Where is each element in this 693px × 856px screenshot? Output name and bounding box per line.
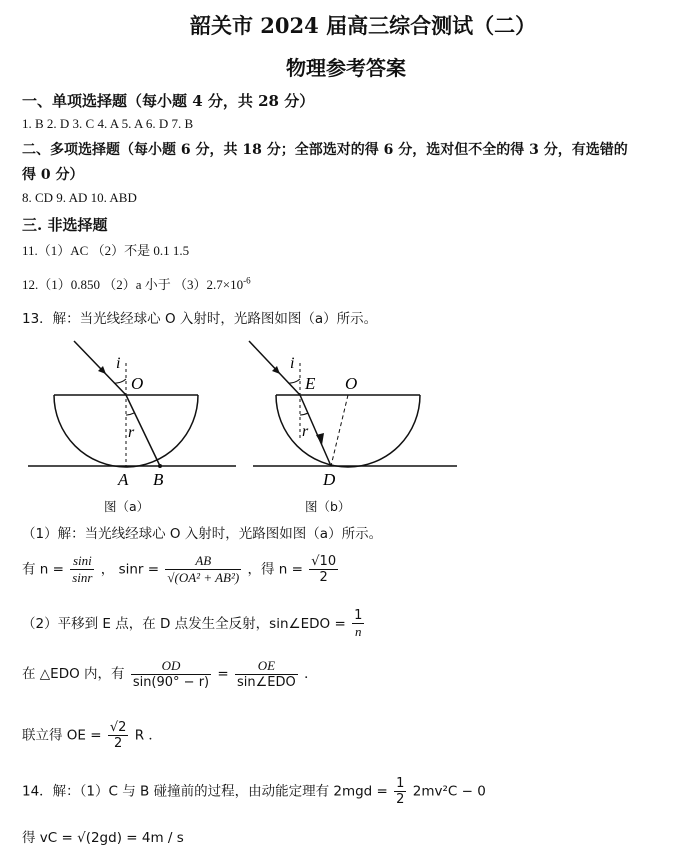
tri-equals: = [217,666,229,682]
figure-a-label-b: B [153,470,164,489]
tri-denominator-2: sin∠EDO [237,675,296,690]
figure-a-label-i: i [116,355,121,372]
eq1-numerator: sini [70,553,94,570]
eq1-denominator-2: √(OA² + AB²) [167,570,240,585]
tri-fraction-1 [131,658,211,690]
figure-b-label-e: E [305,374,316,393]
q13-intro: 13．解：当光线经球心 O 入射时，光路图如图（a）所示。 [22,311,378,327]
part2-prefix: （2）平移到 E 点，在 D 点发生全反射，sin∠EDO = [22,616,346,632]
figure-b-label-i: i [290,355,295,372]
tri-numerator-2: OE [235,658,298,675]
eq1-denominator: sinr [72,570,93,585]
q14-suffix: 2mv²C − 0 [412,783,486,800]
eq1-result-denominator: 2 [319,570,328,585]
combine-prefix: 联立得 OE = [22,727,102,744]
figure-b-od-line [331,395,348,466]
figure-b-label-r: r [302,423,309,440]
eq1-fraction-1 [70,553,94,586]
figure-a [22,335,237,495]
figure-b-caption: 图（b） [305,499,351,514]
eq1-mid: ， sinr = [100,561,160,578]
figure-b-label-d: D [323,470,336,489]
q14-equation [22,776,486,807]
figure-a-label-r: r [128,424,135,441]
figure-a-angle-r [126,413,134,415]
combine-equation [22,720,162,751]
figure-b-arrow-2 [316,433,324,445]
triangle-equation [22,658,318,690]
combine-denominator: 2 [114,736,123,751]
part2-numerator: 1 [354,608,363,623]
section-1-heading: 一、单项选择题（每小题 4 分，共 28 分） [22,92,315,110]
part2-denominator: n [354,624,362,639]
figure-a-point-b [158,464,162,468]
tri-period: ． [304,666,318,682]
figure-b-angle-r [300,413,308,415]
part1-intro: （1）解：当光线经球心 O 入射时，光路图如图（a）所示。 [22,526,383,542]
section-2-heading-line1: 二、多项选择题（每小题 6 分，共 18 分；全部选对的得 6 分，选对但不全的得 3 分，有选错的 [22,142,628,158]
section-2-answers: 8. CD 9. AD 10. ABD [22,190,137,205]
q11-answer: 11.（1）AC （2）不是 0.1 1.5 [22,243,190,258]
combine-fraction [108,720,129,751]
part2-fraction [352,608,364,640]
section-1-answers: 1. B 2. D 3. C 4. A 5. A 6. D 7. B [22,116,194,131]
q12-answer [22,274,251,293]
tri-prefix: 在 △EDO 内，有 [22,666,125,682]
tri-numerator-1: OD [131,658,211,675]
figure-a-caption: 图（a） [104,499,150,514]
eq1-result-fraction [309,554,338,585]
eq1-result-numerator: √10 [311,554,337,569]
figure-b-label-o: O [345,374,358,393]
eq1-prefix: 有 n = [22,561,64,578]
part2-line [22,608,366,640]
q12-main: 12.（1）0.850 （2）a 小于 （3）2.7×10 [22,277,244,292]
q14-fraction [394,776,406,807]
tri-denominator-1: sin(90° − r) [132,675,210,690]
section-3-heading: 三. 非选择题 [22,216,108,234]
figure-b [245,335,460,495]
equation-1 [22,553,340,586]
figure-a-angle-i [114,379,126,383]
figure-a-label-a: A [118,470,129,489]
page-title: 韶关市 2024 届高三综合测试（二） [190,13,537,38]
combine-suffix: R ． [134,727,162,744]
q14-denominator: 2 [396,792,405,807]
figure-b-angle-i [288,379,300,383]
q14-numerator: 1 [396,776,405,791]
page-subtitle: 物理参考答案 [286,56,406,80]
tri-fraction-2 [235,658,298,690]
figure-a-label-o: O [131,374,144,393]
eq1-result-prefix: ，得 n = [247,561,303,578]
q14-prefix: 14．解：（1）C 与 B 碰撞前的过程，由动能定理有 2mgd = [22,783,388,800]
q12-exponent: -6 [243,275,251,286]
eq1-numerator-2: AB [165,553,241,570]
section-2-heading-line2: 得 0 分） [22,167,84,183]
combine-numerator: √2 [109,720,127,735]
eq1-fraction-2 [165,553,241,586]
figure-b-hemisphere [276,395,420,467]
q14-result: 得 vC = √(2gd) = 4m / s [22,830,184,846]
